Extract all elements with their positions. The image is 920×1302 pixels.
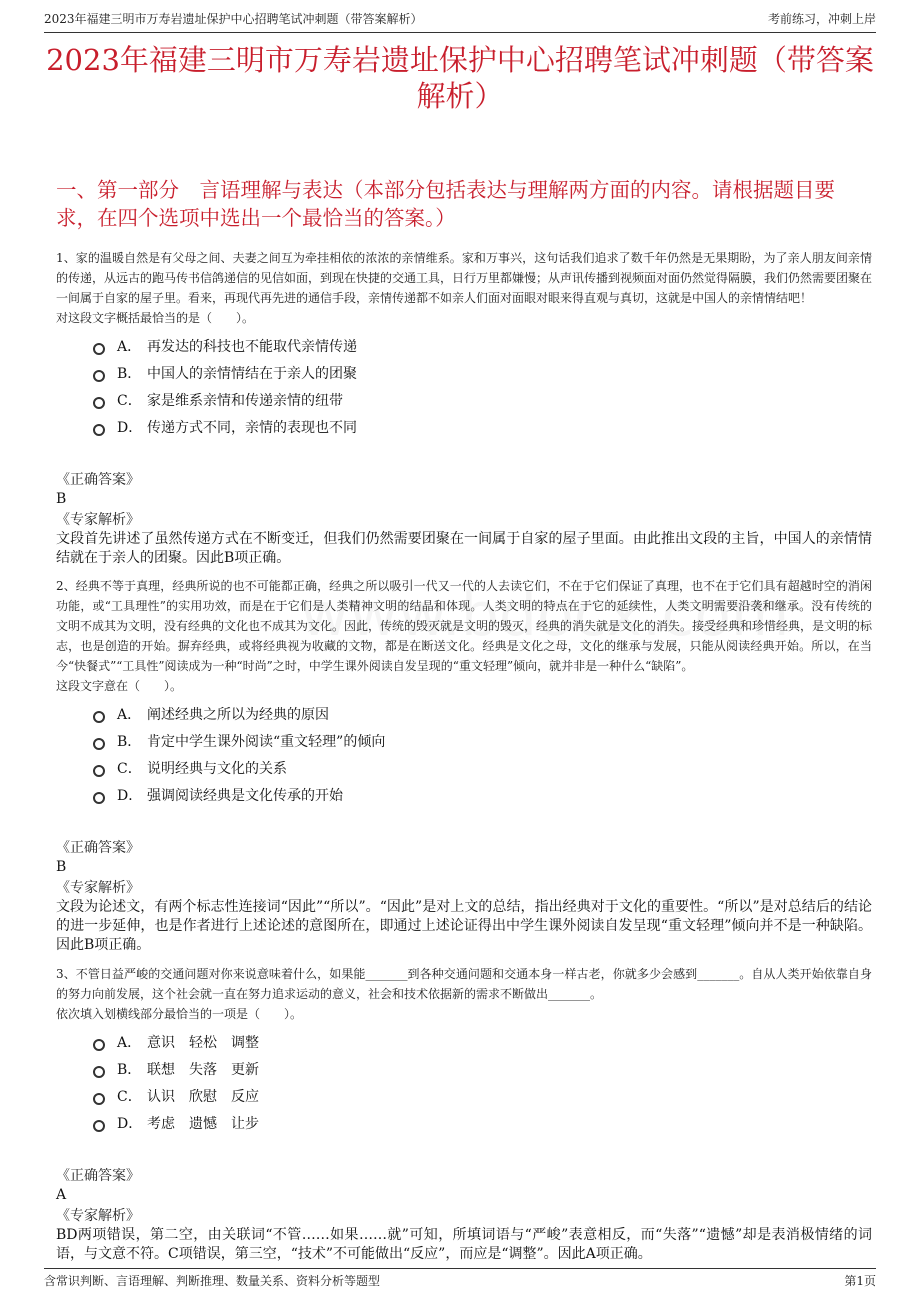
radio-icon[interactable]: [93, 343, 105, 355]
header-document-name: 2023年福建三明市万寿岩遗址保护中心招聘笔试冲刺题（带答案解析）: [44, 12, 423, 26]
option-d[interactable]: D． 考虑 遗憾 让步: [93, 1109, 872, 1136]
radio-icon[interactable]: [93, 792, 105, 804]
answer-label: 《正确答案》: [56, 840, 140, 856]
option-a[interactable]: A． 阐述经典之所以为经典的原因: [93, 700, 872, 727]
radio-icon[interactable]: [93, 765, 105, 777]
option-b[interactable]: B． 肯定中学生课外阅读“重文轻理”的倾向: [93, 727, 872, 754]
question-3: [56, 964, 872, 1264]
question-2: [56, 576, 872, 955]
option-c[interactable]: C． 家是维系亲情和传递亲情的纽带: [93, 386, 872, 413]
explanation-text: 文段为论述文，有两个标志性连接词“因此”“所以”。“因此”是对上文的总结，指出经典对于文化的重要性。“所以”是对总结后的结论的进一步延伸，也是作者进行上述论述的意图所在，即通过上述论证得出中学生课外阅读自发呈现“重文轻理”倾向并不是一种缺陷。因此B项正确。: [56, 899, 872, 953]
question-stem: 2、经典不等于真理，经典所说的也不可能都正确，经典之所以吸引一代又一代的人去读它们，不在于它们保证了真理，也不在于它们具有超越时空的消闲功能，或“工具理性”的实用功效，而是在于它们是人类精神文明的结晶和体现。人类文明的特点在于它的延续性，人类文明需要沿袭和继承。没有传统的文明不成其为文明，没有经典的文化也不成其为文化。因此，传统的毁灭就是文明的毁灭，经典的消失就是文化的消失。接受经典和珍惜经典，是文明的标志，也是创造的开始。摒弃经典，或将经典视为收藏的文物，都是在断送文化。经典是文化之母，文化的继承与发展，只能从阅读经典开始。所以，在当今“快餐式”“工具性”阅读成为一种“时尚”之时，中学生课外阅读自发呈现的“重文轻理”倾向，就并非是一种什么“缺陷”。: [56, 579, 873, 673]
question-prompt: 这段文字意在（ ）。: [56, 679, 183, 693]
option-a[interactable]: A． 再发达的科技也不能取代亲情传递: [93, 332, 872, 359]
question-stem: 3、不管日益严峻的交通问题对你来说意味着什么，如果能_______到各种交通问题和交通本身一样古老，你就多少会感到_______。自从人类开始依靠自身的努力向前发展，这个社会就一直在努力追求运动的意义，社会和技术依据新的需求不断做出_______。: [56, 967, 872, 1001]
footer-description: 含常识判断、言语理解、判断推理、数量关系、资料分析等题型: [44, 1274, 381, 1288]
option-c[interactable]: C． 说明经典与文化的关系: [93, 754, 872, 781]
document-title: 2023年福建三明市万寿岩遗址保护中心招聘笔试冲刺题（带答案解析）: [46, 43, 874, 113]
answer-value: B: [56, 491, 67, 507]
question-stem: 1、家的温暖自然是有父母之间、夫妻之间互为牵挂相依的浓浓的亲情维系。家和万事兴，这句话我们追求了数千年仍然是无果期盼，为了亲人朋友间亲情的传递，从远古的跑马传书信鸽递信的见信如面，到现在快捷的交通工具，日行万里都嫌慢；从声讯传播到视频面对面仍然觉得隔膜，我们仍然需要团聚在一间属于自家的屋子里。看来，再现代再先进的通信手段，亲情传递都不如亲人们面对面眼对眼来得直观与真切，这就是中国人的亲情情结吧！: [56, 251, 873, 305]
radio-icon[interactable]: [93, 397, 105, 409]
answer-label: 《正确答案》: [56, 1168, 140, 1184]
page-number: 第1页: [844, 1274, 876, 1288]
option-c[interactable]: C． 认识 欣慰 反应: [93, 1082, 872, 1109]
question-1: [56, 248, 872, 568]
option-b[interactable]: B． 中国人的亲情情结在于亲人的团聚: [93, 359, 872, 386]
radio-icon[interactable]: [93, 1039, 105, 1051]
option-list: [93, 700, 872, 808]
radio-icon[interactable]: [93, 738, 105, 750]
radio-icon[interactable]: [93, 370, 105, 382]
question-prompt: 依次填入划横线部分最恰当的一项是（ ）。: [56, 1007, 303, 1021]
explanation-label: 《专家解析》: [56, 880, 140, 896]
option-list: [93, 332, 872, 440]
radio-icon[interactable]: [93, 1120, 105, 1132]
section-heading: 一、第一部分 言语理解与表达（本部分包括表达与理解两方面的内容。请根据题目要求，在四个选项中选出一个最恰当的答案。）: [56, 178, 835, 230]
answer-value: B: [56, 859, 67, 875]
page-header: [44, 10, 876, 33]
option-list: [93, 1028, 872, 1136]
answer-value: A: [56, 1187, 67, 1203]
explanation-label: 《专家解析》: [56, 512, 140, 528]
question-prompt: 对这段文字概括最恰当的是（ ）。: [56, 311, 255, 325]
option-a[interactable]: A． 意识 轻松 调整: [93, 1028, 872, 1055]
radio-icon[interactable]: [93, 424, 105, 436]
explanation-label: 《专家解析》: [56, 1208, 140, 1224]
page-footer: [44, 1268, 876, 1289]
radio-icon[interactable]: [93, 1093, 105, 1105]
option-d[interactable]: D． 传递方式不同，亲情的表现也不同: [93, 413, 872, 440]
radio-icon[interactable]: [93, 711, 105, 723]
radio-icon[interactable]: [93, 1066, 105, 1078]
explanation-text: BD两项错误，第二空，由关联词“不管……如果……就”可知，所填词语与“严峻”表意相反，而“失落”“遗憾”却是表消极情绪的词语，与文意不符。C项错误，第三空，“技术”不可能做出“反应”，而应是“调整”。因此A项正确。: [56, 1227, 872, 1262]
header-slogan: 考前练习，冲刺上岸: [767, 12, 876, 26]
explanation-text: 文段首先讲述了虽然传递方式在不断变迁，但我们仍然需要团聚在一间属于自家的屋子里面。由此推出文段的主旨，中国人的亲情情结就在于亲人的团聚。因此B项正确。: [56, 531, 872, 566]
option-d[interactable]: D． 强调阅读经典是文化传承的开始: [93, 781, 872, 808]
answer-label: 《正确答案》: [56, 472, 140, 488]
option-b[interactable]: B． 联想 失落 更新: [93, 1055, 872, 1082]
